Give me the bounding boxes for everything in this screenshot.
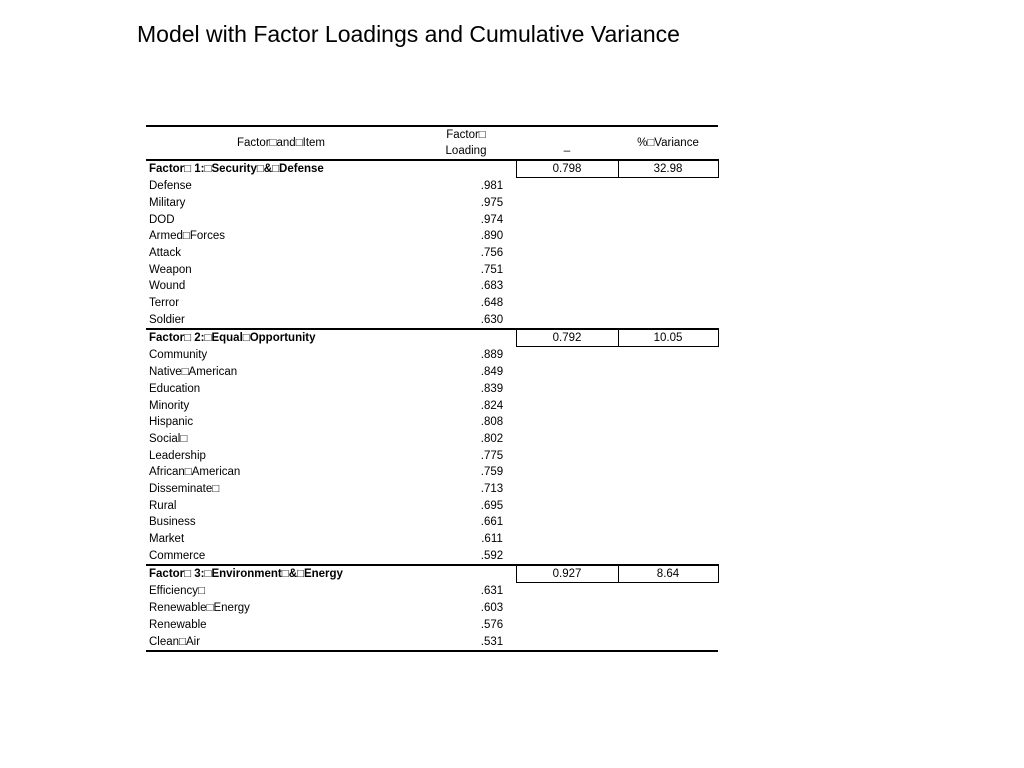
empty-cell (618, 211, 718, 228)
item-name: DOD (149, 213, 175, 226)
item-loading: .839 (480, 382, 504, 395)
table-row (146, 178, 718, 195)
item-loading: .611 (481, 533, 503, 546)
table-row (146, 295, 718, 312)
empty-cell (516, 547, 618, 565)
item-loading: .695 (480, 499, 504, 512)
item-name: Rural (149, 499, 177, 512)
item-name: Renewable (149, 618, 207, 631)
table-row (146, 633, 718, 651)
factor-variance-value: 32.98 (618, 160, 718, 178)
table-row (146, 431, 718, 448)
table-row (146, 211, 718, 228)
empty-cell (618, 364, 718, 381)
empty-cell (618, 178, 718, 195)
factor-variance-value: 10.05 (618, 329, 718, 347)
empty-cell (516, 364, 618, 381)
item-name: Market (149, 533, 185, 546)
table-row (146, 414, 718, 431)
empty-cell (618, 261, 718, 278)
empty-cell (618, 295, 718, 312)
table-row (146, 497, 718, 514)
empty-cell (516, 481, 618, 498)
table-row (146, 228, 718, 245)
factor-label: Factor□ 2:□Equal□Opportunity (146, 329, 416, 347)
table-row (146, 583, 718, 600)
item-loading: .603 (480, 602, 504, 615)
item-name: Terror (149, 297, 180, 310)
item-name: Efficiency□ (149, 585, 205, 598)
empty-cell (618, 600, 718, 617)
empty-cell (516, 447, 618, 464)
factor-loading-empty-cell (416, 329, 516, 347)
table-row (146, 547, 718, 565)
header-factor-and-item: Factor□and□Item (146, 126, 416, 160)
factor-header-row (146, 160, 718, 178)
item-loading: .824 (480, 399, 504, 412)
empty-cell (618, 278, 718, 295)
item-loading: .889 (480, 349, 504, 362)
table-row (146, 312, 718, 330)
table-row (146, 481, 718, 498)
item-name: Education (149, 382, 201, 395)
factor-alpha-value: 0.792 (516, 329, 618, 347)
empty-cell (618, 633, 718, 651)
item-loading: .759 (480, 466, 504, 479)
item-loading: .808 (480, 416, 504, 429)
empty-cell (618, 531, 718, 548)
table-row (146, 364, 718, 381)
item-loading: .592 (480, 549, 504, 562)
table-row (146, 617, 718, 634)
item-name: Soldier (149, 313, 185, 326)
header-alpha-label: _ (563, 140, 571, 152)
factor-loading-empty-cell (416, 565, 516, 583)
empty-cell (516, 211, 618, 228)
table-row (146, 600, 718, 617)
table-header-row (146, 126, 718, 160)
factor-header-row (146, 565, 718, 583)
empty-cell (516, 261, 618, 278)
item-name: Leadership (149, 449, 206, 462)
item-name: African□American (149, 466, 241, 479)
empty-cell (618, 381, 718, 398)
header-factor-loading (416, 126, 516, 160)
table-row (146, 447, 718, 464)
header-factor-loading-line2: Loading (445, 145, 487, 157)
table-row (146, 531, 718, 548)
item-name: Attack (149, 247, 181, 260)
empty-cell (516, 381, 618, 398)
item-name: Armed□Forces (149, 230, 225, 243)
item-name: Commerce (149, 549, 206, 562)
table-row (146, 347, 718, 364)
item-loading: .974 (480, 213, 504, 226)
item-loading: .661 (480, 516, 504, 529)
header-percent-variance: %□Variance (618, 126, 718, 160)
empty-cell (618, 481, 718, 498)
item-name: Renewable□Energy (149, 602, 250, 615)
empty-cell (516, 583, 618, 600)
empty-cell (618, 464, 718, 481)
empty-cell (516, 278, 618, 295)
item-loading: .713 (480, 483, 504, 496)
factor-alpha-value: 0.798 (516, 160, 618, 178)
item-loading: .849 (480, 366, 504, 379)
empty-cell (516, 397, 618, 414)
item-loading: .648 (480, 297, 504, 310)
item-loading: .890 (480, 230, 504, 243)
item-name: Minority (149, 399, 190, 412)
empty-cell (516, 245, 618, 262)
empty-cell (516, 228, 618, 245)
factor-header-row (146, 329, 718, 347)
empty-cell (516, 633, 618, 651)
empty-cell (618, 195, 718, 212)
empty-cell (516, 347, 618, 364)
factor-variance-value: 8.64 (618, 565, 718, 583)
item-name: Hispanic (149, 416, 194, 429)
factor-loadings-table-container (146, 125, 718, 652)
slide-title: Model with Factor Loadings and Cumulative Variance (137, 21, 680, 47)
empty-cell (618, 414, 718, 431)
empty-cell (516, 431, 618, 448)
table-row (146, 278, 718, 295)
item-loading: .802 (480, 432, 504, 445)
item-name: Social□ (149, 432, 188, 445)
item-loading: .751 (480, 263, 504, 276)
item-loading: .756 (480, 247, 504, 260)
factor-label: Factor□ 3:□Environment□&□Energy (146, 565, 416, 583)
empty-cell (516, 617, 618, 634)
empty-cell (516, 178, 618, 195)
empty-cell (618, 617, 718, 634)
item-name: Wound (149, 280, 186, 293)
empty-cell (516, 514, 618, 531)
factor-loadings-table (146, 125, 719, 652)
empty-cell (618, 547, 718, 565)
empty-cell (618, 447, 718, 464)
item-name: Military (149, 197, 186, 210)
table-body (146, 160, 718, 651)
empty-cell (618, 497, 718, 514)
item-name: Community (149, 349, 208, 362)
table-row (146, 195, 718, 212)
empty-cell (618, 431, 718, 448)
item-name: Business (149, 516, 196, 529)
item-loading: .683 (480, 280, 504, 293)
empty-cell (516, 414, 618, 431)
item-loading: .631 (480, 585, 504, 598)
factor-loading-empty-cell (416, 160, 516, 178)
empty-cell (618, 583, 718, 600)
table-row (146, 261, 718, 278)
item-loading: .775 (480, 449, 504, 462)
empty-cell (618, 245, 718, 262)
table-row (146, 397, 718, 414)
factor-label: Factor□ 1:□Security□&□Defense (146, 160, 416, 178)
header-alpha (516, 126, 618, 160)
empty-cell (618, 514, 718, 531)
empty-cell (516, 600, 618, 617)
item-name: Disseminate□ (149, 483, 220, 496)
table-row (146, 381, 718, 398)
item-name: Clean□Air (146, 633, 416, 651)
factor-alpha-value: 0.927 (516, 565, 618, 583)
item-loading: .981 (480, 180, 504, 193)
item-name: Weapon (149, 263, 192, 276)
header-factor-loading-line1: Factor□ (446, 129, 486, 141)
table-row (146, 464, 718, 481)
empty-cell (516, 295, 618, 312)
empty-cell (516, 195, 618, 212)
item-loading: .576 (480, 618, 504, 631)
empty-cell (618, 228, 718, 245)
item-name: Defense (149, 180, 192, 193)
item-loading: .975 (480, 197, 504, 210)
empty-cell (618, 347, 718, 364)
empty-cell (618, 312, 718, 330)
empty-cell (516, 312, 618, 330)
empty-cell (516, 497, 618, 514)
empty-cell (618, 397, 718, 414)
item-loading: .630 (480, 313, 504, 326)
empty-cell (516, 464, 618, 481)
table-row (146, 245, 718, 262)
item-name: Native□American (149, 366, 238, 379)
table-row (146, 514, 718, 531)
item-loading: .531 (416, 633, 516, 651)
empty-cell (516, 531, 618, 548)
